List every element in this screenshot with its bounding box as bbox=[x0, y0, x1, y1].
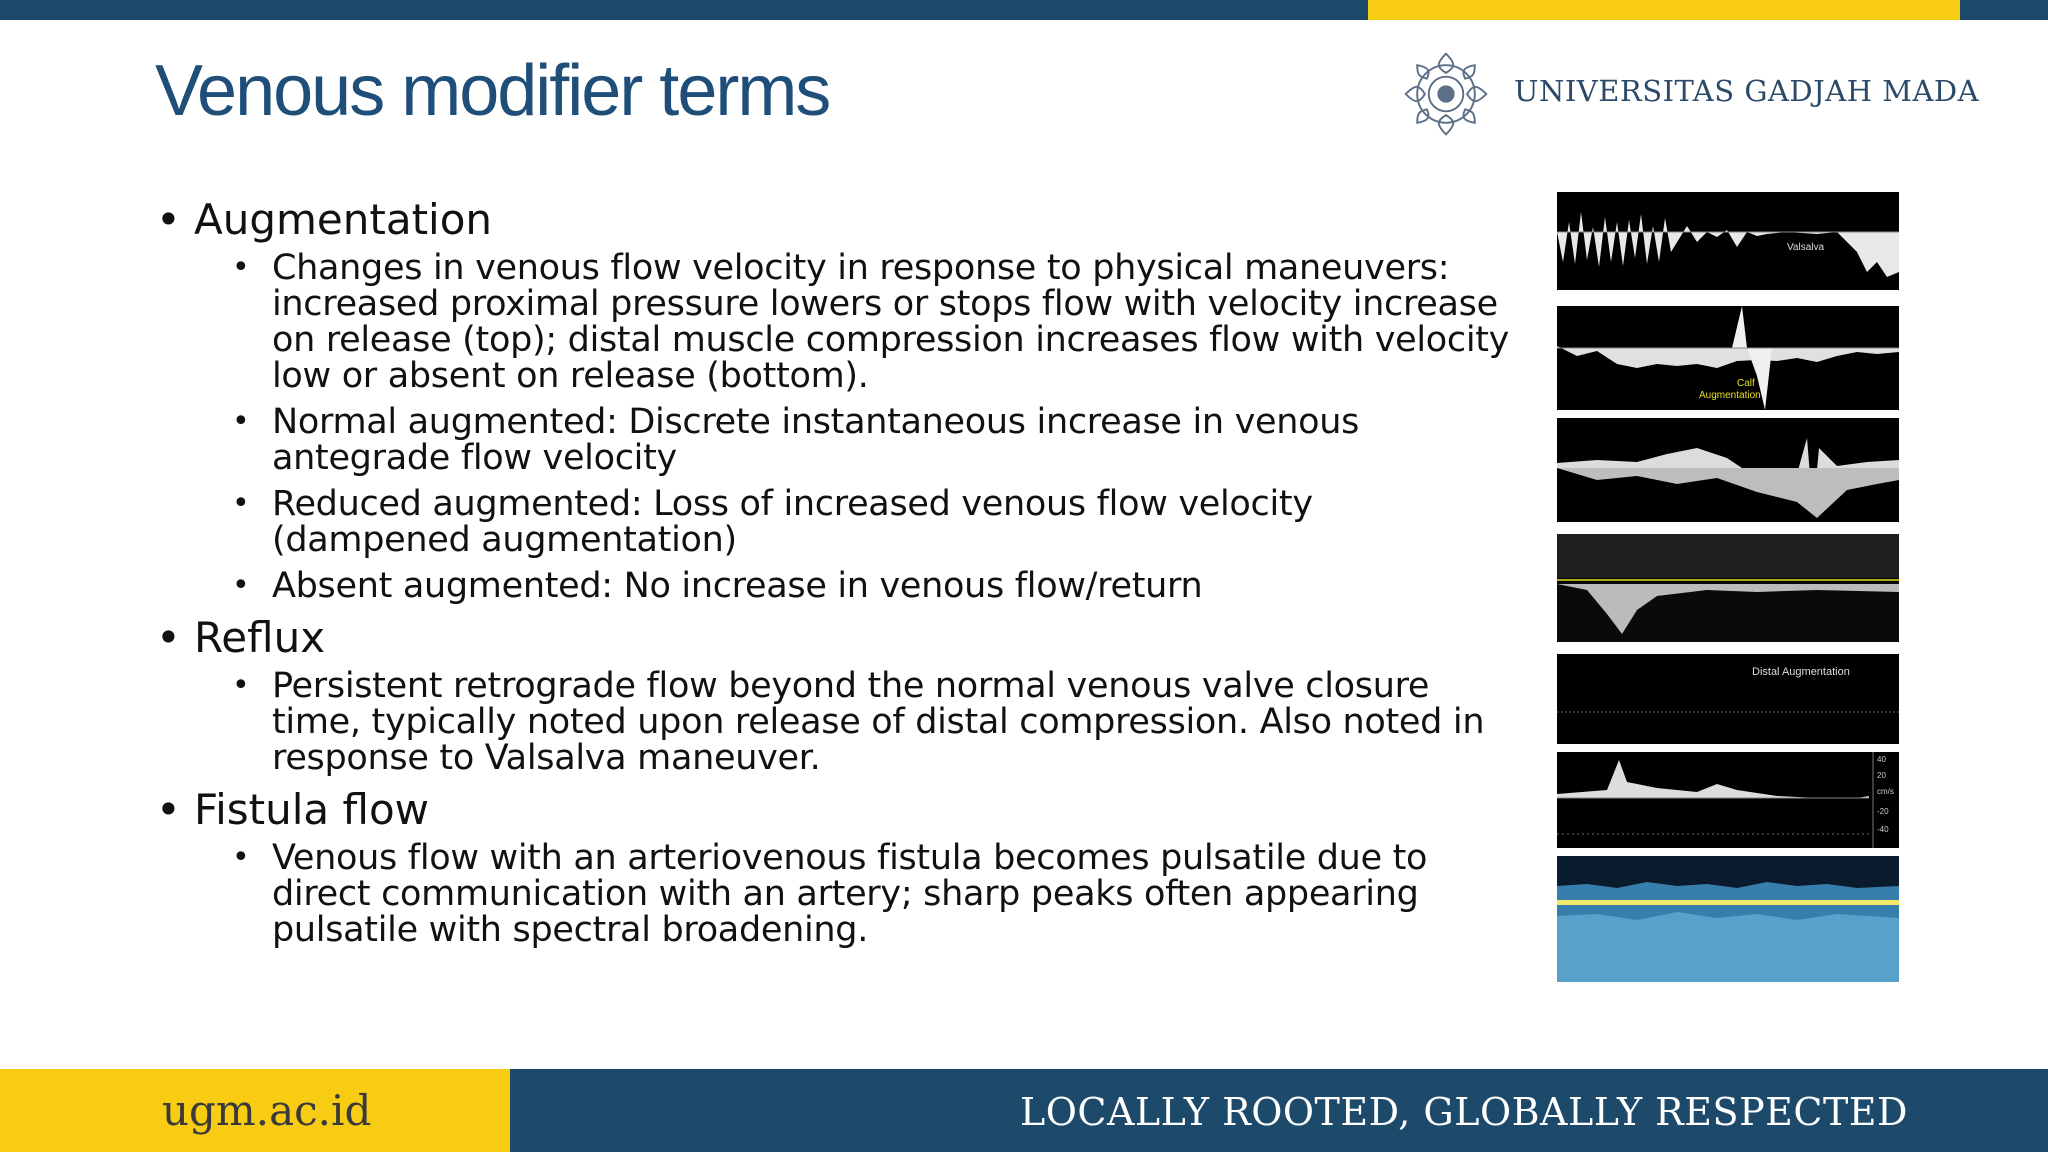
sub-bullet: • Changes in venous flow velocity in response to physical maneuvers: increased proximal pressure lowers or stops flow with velocity increase on release (top); distal muscle compression increases flow with velocity low or absent on release (bottom). bbox=[232, 248, 1510, 396]
bullet-group-augmentation bbox=[150, 196, 1520, 604]
university-name: UNIVERSITAS GADJAH MADA bbox=[1514, 74, 1980, 108]
distal-augmentation-label: Distal Augmentation bbox=[1752, 666, 1850, 678]
scale-label: 20 bbox=[1877, 771, 1886, 780]
doppler-panel-normal-augmentation bbox=[1557, 418, 1899, 522]
scale-label: 40 bbox=[1877, 755, 1886, 764]
footer-website: ugm.ac.id bbox=[162, 1086, 372, 1135]
sub-bullet: • Normal augmented: Discrete instantaneous increase in venous antegrade flow velocity bbox=[232, 402, 1360, 478]
top-accent-yellow bbox=[1368, 0, 1960, 20]
university-seal-logo bbox=[1398, 46, 1494, 142]
bullet-group-reflux bbox=[150, 614, 1520, 776]
bullet-heading: • Augmentation bbox=[156, 195, 493, 244]
augmentation-label: Augmentation bbox=[1699, 390, 1761, 401]
doppler-panel-calf bbox=[1557, 306, 1899, 410]
slide-title: Venous modifier terms bbox=[155, 51, 830, 131]
sub-bullet: • Absent augmented: No increase in venous flow/return bbox=[232, 566, 1203, 606]
valsalva-label: Valsalva bbox=[1787, 242, 1825, 253]
footer-slogan: LOCALLY ROOTED, GLOBALLY RESPECTED bbox=[1019, 1090, 1908, 1134]
sub-bullet: • Venous flow with an arteriovenous fistula becomes pulsatile due to direct communication with an artery; sharp peaks often appearing pulsatile with spectral broadening. bbox=[232, 838, 1428, 950]
bullet-heading: • Reflux bbox=[156, 613, 326, 662]
doppler-panel-valsalva bbox=[1557, 192, 1899, 290]
doppler-panel-distal-augmentation bbox=[1557, 654, 1899, 744]
scale-label: -40 bbox=[1877, 825, 1889, 834]
bullet-group-fistula bbox=[150, 786, 1520, 948]
scale-label: -20 bbox=[1877, 807, 1889, 816]
bullet-content bbox=[150, 196, 1520, 958]
doppler-panel-reduced-augmentation bbox=[1557, 534, 1899, 642]
bullet-heading: • Fistula flow bbox=[156, 785, 429, 834]
scale-label: cm/s bbox=[1877, 787, 1894, 796]
calf-label: Calf bbox=[1737, 378, 1755, 389]
sub-bullet: • Persistent retrograde flow beyond the normal venous valve closure time, typically noted upon release of distal compression. Also noted in response to Valsalva maneuver. bbox=[232, 666, 1485, 778]
doppler-panel-reflux bbox=[1557, 752, 1899, 848]
sub-bullet: • Reduced augmented: Loss of increased venous flow velocity (dampened augmentation) bbox=[232, 484, 1313, 560]
doppler-panel-fistula bbox=[1557, 856, 1899, 982]
